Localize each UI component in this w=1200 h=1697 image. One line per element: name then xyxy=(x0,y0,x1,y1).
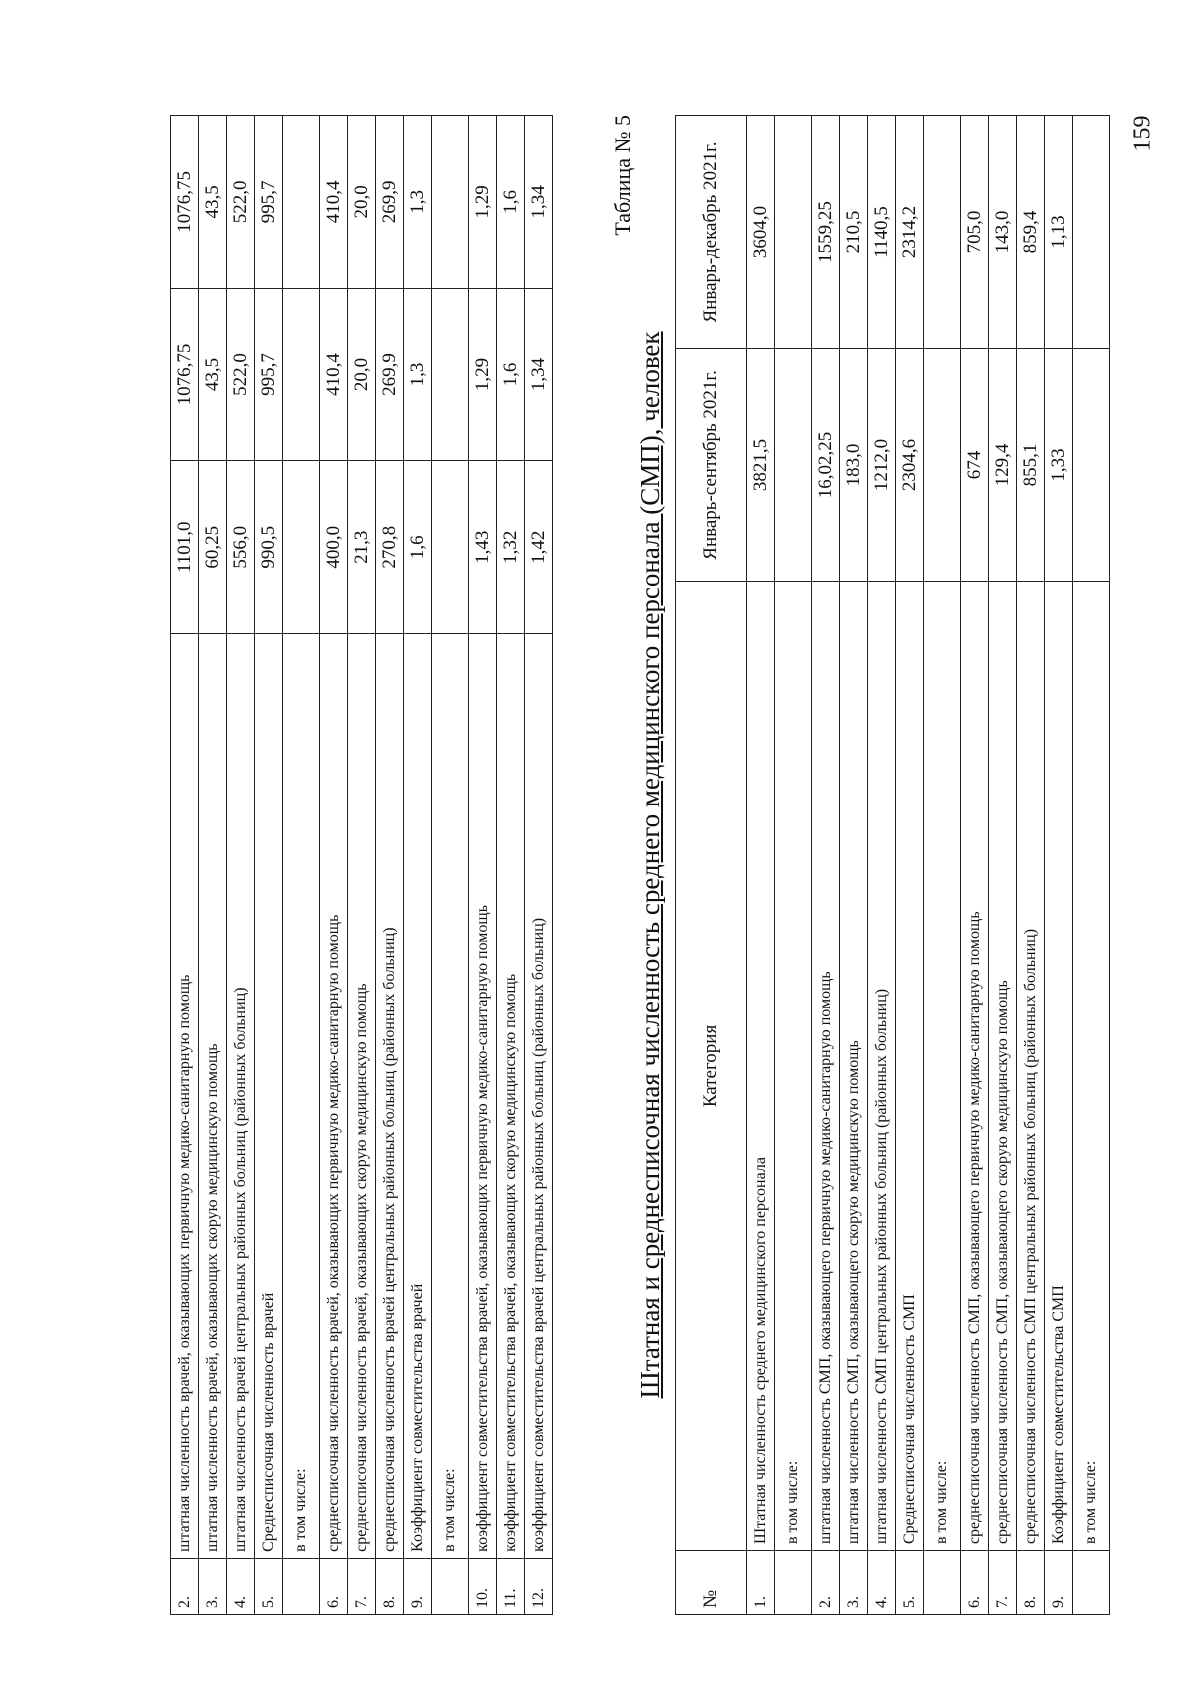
table-row xyxy=(469,116,497,1615)
row-value-jan-sep xyxy=(1073,348,1110,581)
table-4-continuation xyxy=(170,115,553,1615)
row-value-jan-dec: 1140,5 xyxy=(868,116,896,349)
row-value-2: 1,29 xyxy=(469,288,497,461)
header-jan-dec-2021: Январь-декабрь 2021г. xyxy=(676,116,747,349)
table-row xyxy=(868,116,896,1615)
row-number: 7. xyxy=(989,1551,1017,1615)
row-value-jan-sep xyxy=(924,348,961,581)
row-number: 1. xyxy=(747,1551,775,1615)
row-category: среднесписочная численность врачей, оказывающих скорую медицинскую помощь xyxy=(348,634,376,1559)
row-value-2: 995,7 xyxy=(255,288,283,461)
table-5-body xyxy=(747,116,1110,1615)
row-category: коэффициент совместительства врачей, оказывающих первичную медико-санитарную помощь xyxy=(469,634,497,1559)
row-value-jan-sep: 129,4 xyxy=(989,348,1017,581)
row-value-jan-dec xyxy=(924,116,961,349)
row-number: 3. xyxy=(840,1551,868,1615)
row-value-1: 1,42 xyxy=(525,461,553,634)
table-row xyxy=(840,116,868,1615)
row-number: 4. xyxy=(227,1558,255,1614)
row-number: 4. xyxy=(868,1551,896,1615)
row-value-1: 400,0 xyxy=(320,461,348,634)
row-number: 7. xyxy=(348,1558,376,1614)
row-number: 9. xyxy=(1045,1551,1073,1615)
row-value-3: 1076,75 xyxy=(171,116,199,289)
row-number xyxy=(283,1558,320,1614)
row-value-3: 1,29 xyxy=(469,116,497,289)
row-category: штатная численность врачей, оказывающих первичную медико-санитарную помощь xyxy=(171,634,199,1559)
row-value-jan-sep: 674 xyxy=(961,348,989,581)
row-number: 3. xyxy=(199,1558,227,1614)
row-value-jan-dec xyxy=(775,116,812,349)
row-value-jan-dec: 705,0 xyxy=(961,116,989,349)
row-value-1: 60,25 xyxy=(199,461,227,634)
row-value-3: 522,0 xyxy=(227,116,255,289)
row-category: среднесписочная численность СМП, оказывающего скорую медицинскую помощь xyxy=(989,581,1017,1550)
table-row xyxy=(775,116,812,1615)
row-value-jan-sep: 855,1 xyxy=(1017,348,1045,581)
table-row xyxy=(961,116,989,1615)
row-value-3: 43,5 xyxy=(199,116,227,289)
row-number: 9. xyxy=(404,1558,432,1614)
table-4-body xyxy=(171,116,553,1615)
header-category: Категория xyxy=(676,581,747,1550)
row-value-1: 556,0 xyxy=(227,461,255,634)
row-value-1: 21,3 xyxy=(348,461,376,634)
header-number: № xyxy=(676,1551,747,1615)
row-category: штатная численность СМП центральных районных больниц (районных больниц) xyxy=(868,581,896,1550)
table-row xyxy=(227,116,255,1615)
table-row xyxy=(497,116,525,1615)
row-value-3: 20,0 xyxy=(348,116,376,289)
row-value-2: 1,6 xyxy=(497,288,525,461)
table-row xyxy=(812,116,840,1615)
row-category: Среднесписочная численность врачей xyxy=(255,634,283,1559)
row-value-2: 1,3 xyxy=(404,288,432,461)
table-row xyxy=(924,116,961,1615)
row-category: среднесписочная численность СМП, оказывающего первичную медико-санитарную помощь xyxy=(961,581,989,1550)
row-value-2 xyxy=(432,288,469,461)
row-value-2: 43,5 xyxy=(199,288,227,461)
row-value-1: 1101,0 xyxy=(171,461,199,634)
row-category: Среднесписочная численность СМП xyxy=(896,581,924,1550)
table-row xyxy=(1073,116,1110,1615)
row-value-3: 1,3 xyxy=(404,116,432,289)
row-value-jan-sep: 3821,5 xyxy=(747,348,775,581)
row-category: в том числе: xyxy=(775,581,812,1550)
row-value-jan-dec: 859,4 xyxy=(1017,116,1045,349)
row-number: 6. xyxy=(961,1551,989,1615)
row-number xyxy=(432,1558,469,1614)
table-5 xyxy=(675,115,1110,1615)
row-value-jan-sep: 1,33 xyxy=(1045,348,1073,581)
row-number: 8. xyxy=(1017,1551,1045,1615)
row-category: среднесписочная численность врачей центральных районных больниц (районных больниц) xyxy=(376,634,404,1559)
row-value-3: 1,34 xyxy=(525,116,553,289)
row-number: 8. xyxy=(376,1558,404,1614)
table-row xyxy=(348,116,376,1615)
table-5-label: Таблица № 5 xyxy=(610,115,635,236)
rotated-page xyxy=(170,115,1099,1615)
table-row xyxy=(283,116,320,1615)
row-number xyxy=(1073,1551,1110,1615)
table-row xyxy=(1017,116,1045,1615)
row-value-1: 1,32 xyxy=(497,461,525,634)
row-category: коэффициент совместительства врачей, оказывающих скорую медицинскую помощь xyxy=(497,634,525,1559)
row-value-jan-dec: 210,5 xyxy=(840,116,868,349)
row-category: штатная численность СМП, оказывающего скорую медицинскую помощь xyxy=(840,581,868,1550)
row-value-jan-sep: 183,0 xyxy=(840,348,868,581)
row-category: в том числе: xyxy=(283,634,320,1559)
row-category: в том числе: xyxy=(432,634,469,1559)
row-value-2 xyxy=(283,288,320,461)
row-value-jan-dec: 1559,25 xyxy=(812,116,840,349)
row-category: штатная численность врачей центральных районных больниц (районных больниц) xyxy=(227,634,255,1559)
table-row xyxy=(896,116,924,1615)
table-row xyxy=(171,116,199,1615)
table-row xyxy=(404,116,432,1615)
row-value-3 xyxy=(283,116,320,289)
row-value-3: 410,4 xyxy=(320,116,348,289)
table-5-title: Штатная и среднесписочная численность среднего медицинского персонала (СМП), человек xyxy=(635,331,665,1399)
row-value-3: 995,7 xyxy=(255,116,283,289)
row-category: среднесписочная численность СМП центральных районных больниц (районных больниц) xyxy=(1017,581,1045,1550)
row-value-jan-sep xyxy=(775,348,812,581)
row-value-2: 1,34 xyxy=(525,288,553,461)
row-value-jan-dec: 2314,2 xyxy=(896,116,924,349)
table-5-header-row xyxy=(676,116,747,1615)
row-number: 6. xyxy=(320,1558,348,1614)
row-category: Коэффициент совместительства СМП xyxy=(1045,581,1073,1550)
row-value-2: 410,4 xyxy=(320,288,348,461)
row-number: 5. xyxy=(896,1551,924,1615)
table-row xyxy=(525,116,553,1615)
row-category: среднесписочная численность врачей, оказывающих первичную медико-санитарную помощь xyxy=(320,634,348,1559)
row-value-jan-dec xyxy=(1073,116,1110,349)
row-value-3 xyxy=(432,116,469,289)
row-value-3: 1,6 xyxy=(497,116,525,289)
table-row xyxy=(989,116,1017,1615)
row-category: Штатная численность среднего медицинского персонала xyxy=(747,581,775,1550)
row-value-jan-dec: 1,13 xyxy=(1045,116,1073,349)
row-value-1: 270,8 xyxy=(376,461,404,634)
row-value-jan-sep: 1212,0 xyxy=(868,348,896,581)
table-row xyxy=(432,116,469,1615)
row-category: Коэффициент совместительства врачей xyxy=(404,634,432,1559)
row-number: 10. xyxy=(469,1558,497,1614)
table-row xyxy=(320,116,348,1615)
row-value-2: 20,0 xyxy=(348,288,376,461)
row-number: 5. xyxy=(255,1558,283,1614)
row-category: штатная численность СМП, оказывающего первичную медико-санитарную помощь xyxy=(812,581,840,1550)
row-value-2: 269,9 xyxy=(376,288,404,461)
row-category: в том числе: xyxy=(1073,581,1110,1550)
row-value-2: 522,0 xyxy=(227,288,255,461)
row-value-jan-dec: 143,0 xyxy=(989,116,1017,349)
row-value-1 xyxy=(432,461,469,634)
row-value-3: 269,9 xyxy=(376,116,404,289)
header-jan-sep-2021: Январь-сентябрь 2021г. xyxy=(676,348,747,581)
row-number: 2. xyxy=(812,1551,840,1615)
row-value-1: 1,6 xyxy=(404,461,432,634)
table-row xyxy=(376,116,404,1615)
row-number xyxy=(775,1551,812,1615)
table-row xyxy=(1045,116,1073,1615)
page-number: 159 xyxy=(1129,115,1156,152)
table-row xyxy=(199,116,227,1615)
row-number: 11. xyxy=(497,1558,525,1614)
row-category: штатная численность врачей, оказывающих скорую медицинскую помощь xyxy=(199,634,227,1559)
row-number xyxy=(924,1551,961,1615)
row-number: 12. xyxy=(525,1558,553,1614)
table-row xyxy=(255,116,283,1615)
row-value-2: 1076,75 xyxy=(171,288,199,461)
row-value-1: 1,43 xyxy=(469,461,497,634)
row-value-jan-sep: 2304,6 xyxy=(896,348,924,581)
row-category: коэффициент совместительства врачей центральных районных больниц (районных больниц) xyxy=(525,634,553,1559)
row-category: в том числе: xyxy=(924,581,961,1550)
row-value-jan-dec: 3604,0 xyxy=(747,116,775,349)
row-value-1 xyxy=(283,461,320,634)
row-value-jan-sep: 16,02,25 xyxy=(812,348,840,581)
row-number: 2. xyxy=(171,1558,199,1614)
table-row xyxy=(747,116,775,1615)
row-value-1: 990,5 xyxy=(255,461,283,634)
